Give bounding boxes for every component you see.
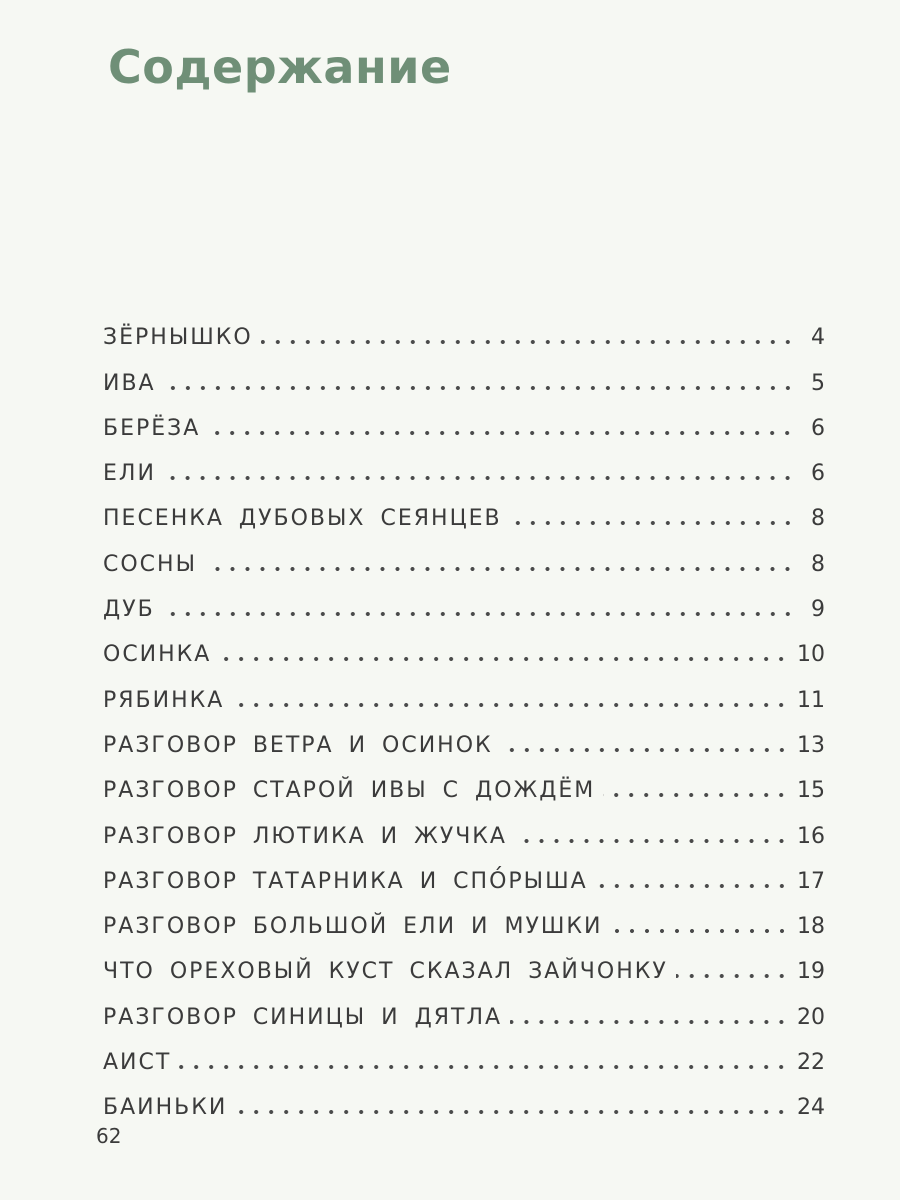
toc-entry-title: РЯБИНКА [103, 687, 225, 713]
toc-entry[interactable] [103, 667, 825, 712]
toc-entry-title: ПЕСЕНКА ДУБОВЫХ СЕЯНЦЕВ [103, 506, 502, 532]
toc-entry-page: 8 [811, 506, 825, 532]
toc-entry-title: ОСИНКА [103, 642, 212, 668]
toc-entry[interactable] [103, 803, 825, 848]
toc-entry[interactable] [103, 939, 825, 984]
toc-entry-page: 6 [811, 415, 825, 441]
toc-entry-page: 15 [797, 778, 825, 804]
toc-entry-page: 22 [797, 1050, 825, 1076]
toc-entry[interactable] [103, 1075, 825, 1120]
page-title: Содержание [108, 40, 452, 94]
toc-entry-title: ЧТО ОРЕХОВЫЙ КУСТ СКАЗАЛ ЗАЙЧОНКУ [103, 959, 668, 985]
toc-entry[interactable] [103, 305, 825, 350]
dot-leader [676, 972, 789, 980]
dot-leader [164, 474, 795, 482]
toc-entry-page: 5 [811, 370, 825, 396]
toc-entry-page: 8 [811, 551, 825, 577]
toc-entry-page: 16 [797, 823, 825, 849]
dot-leader [219, 655, 789, 663]
toc-entry[interactable] [103, 531, 825, 576]
dot-leader [510, 1018, 789, 1026]
toc-entry[interactable] [103, 984, 825, 1029]
dot-leader [611, 927, 790, 935]
toc-entry-page: 6 [811, 461, 825, 487]
dot-leader [501, 746, 789, 754]
toc-entry-page: 19 [797, 959, 825, 985]
dot-leader [510, 519, 795, 527]
dot-leader [208, 429, 795, 437]
dot-leader [596, 882, 789, 890]
dot-leader [163, 610, 795, 618]
toc-entry[interactable] [103, 758, 825, 803]
toc-entry-page: 17 [797, 868, 825, 894]
dot-leader [603, 791, 789, 799]
dot-leader [179, 1063, 789, 1071]
table-of-contents [103, 305, 825, 1120]
toc-entry[interactable] [103, 1030, 825, 1075]
toc-entry-page: 4 [811, 325, 825, 351]
toc-entry-page: 10 [797, 642, 825, 668]
toc-entry[interactable] [103, 486, 825, 531]
toc-entry[interactable] [103, 622, 825, 667]
toc-entry-page: 13 [797, 732, 825, 758]
toc-entry-title: ЗЁРНЫШКО [103, 325, 253, 351]
page-number: 62 [96, 1124, 122, 1148]
dot-leader [515, 837, 789, 845]
toc-entry-title: РАЗГОВОР ТАТАРНИКА И СПО́РЫША [103, 868, 588, 894]
dot-leader [164, 384, 795, 392]
toc-entry-page: 20 [797, 1004, 825, 1030]
toc-entry-page: 18 [797, 914, 825, 940]
toc-entry-title: БЕРЁЗА [103, 415, 201, 441]
dot-leader [205, 565, 795, 573]
toc-entry-title: РАЗГОВОР ВЕТРА И ОСИНОК [103, 732, 493, 758]
toc-entry-title: АИСТ [103, 1050, 172, 1076]
toc-entry[interactable] [103, 396, 825, 441]
toc-entry[interactable] [103, 350, 825, 395]
toc-entry-title: РАЗГОВОР ЛЮТИКА И ЖУЧКА [103, 823, 507, 849]
dot-leader [235, 1108, 789, 1116]
toc-entry-title: РАЗГОВОР СТАРОЙ ИВЫ С ДОЖДЁМ [103, 778, 596, 804]
toc-entry[interactable] [103, 894, 825, 939]
toc-entry-title: ЕЛИ [103, 461, 156, 487]
toc-entry[interactable] [103, 441, 825, 486]
toc-entry-page: 24 [797, 1095, 825, 1121]
toc-entry-title: СОСНЫ [103, 551, 197, 577]
toc-entry-page: 11 [797, 687, 825, 713]
toc-entry-page: 9 [811, 597, 825, 623]
toc-entry[interactable] [103, 849, 825, 894]
toc-entry-title: РАЗГОВОР БОЛЬШОЙ ЕЛИ И МУШКИ [103, 914, 603, 940]
toc-entry-title: ИВА [103, 370, 156, 396]
toc-entry-title: БАИНЬКИ [103, 1095, 228, 1121]
toc-entry-title: РАЗГОВОР СИНИЦЫ И ДЯТЛА [103, 1004, 503, 1030]
toc-entry-title: ДУБ [103, 597, 155, 623]
toc-entry[interactable] [103, 713, 825, 758]
toc-entry[interactable] [103, 577, 825, 622]
dot-leader [261, 338, 795, 346]
dot-leader [232, 701, 789, 709]
